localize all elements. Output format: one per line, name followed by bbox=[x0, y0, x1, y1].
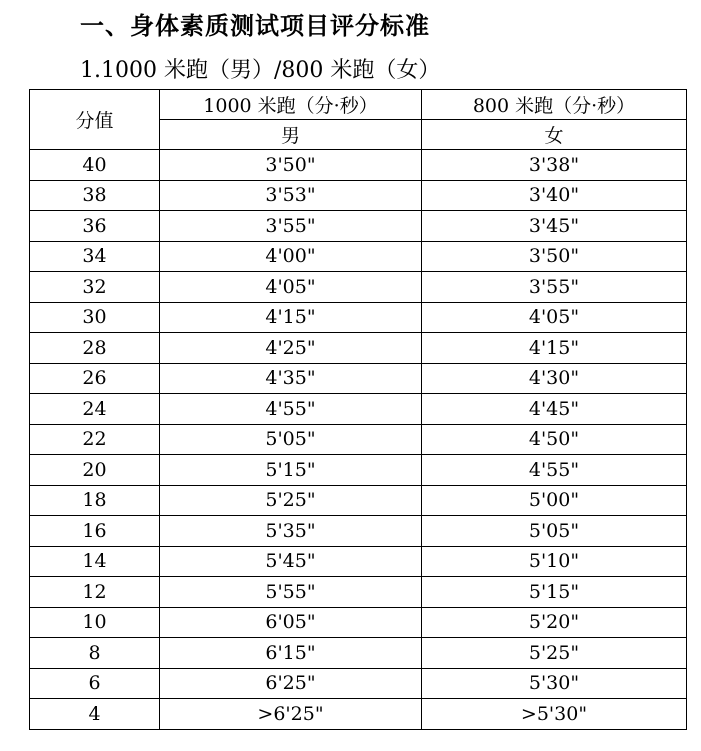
score-cell: 22 bbox=[30, 424, 160, 455]
female-time-cell: >5'30" bbox=[422, 699, 687, 730]
female-label: 女 bbox=[422, 120, 687, 150]
male-time-cell: 6'15" bbox=[160, 638, 422, 669]
table-row bbox=[30, 424, 687, 455]
score-cell: 34 bbox=[30, 241, 160, 272]
male-time-cell: 4'55" bbox=[160, 394, 422, 425]
male-time-cell: 5'55" bbox=[160, 577, 422, 608]
score-cell: 30 bbox=[30, 302, 160, 333]
table-row bbox=[30, 241, 687, 272]
score-cell: 24 bbox=[30, 394, 160, 425]
table-row bbox=[30, 150, 687, 181]
female-time-cell: 4'45" bbox=[422, 394, 687, 425]
table-row bbox=[30, 363, 687, 394]
female-time-cell: 4'50" bbox=[422, 424, 687, 455]
score-cell: 16 bbox=[30, 516, 160, 547]
score-cell: 20 bbox=[30, 455, 160, 486]
female-event-header: 800 米跑（分·秒） bbox=[422, 90, 687, 120]
female-time-cell: 5'05" bbox=[422, 516, 687, 547]
score-cell: 32 bbox=[30, 272, 160, 303]
male-time-cell: 4'35" bbox=[160, 363, 422, 394]
female-time-cell: 3'38" bbox=[422, 150, 687, 181]
female-time-cell: 5'25" bbox=[422, 638, 687, 669]
male-time-cell: 4'25" bbox=[160, 333, 422, 364]
table-body bbox=[30, 150, 687, 730]
table-row bbox=[30, 485, 687, 516]
female-time-cell: 5'20" bbox=[422, 607, 687, 638]
table-subheading: 1.1000 米跑（男）/800 米跑（女） bbox=[80, 58, 441, 83]
female-time-cell: 3'40" bbox=[422, 180, 687, 211]
score-cell: 6 bbox=[30, 668, 160, 699]
table-row bbox=[30, 699, 687, 730]
male-time-cell: 5'25" bbox=[160, 485, 422, 516]
male-event-header: 1000 米跑（分·秒） bbox=[160, 90, 422, 120]
male-time-cell: 3'55" bbox=[160, 211, 422, 242]
score-cell: 26 bbox=[30, 363, 160, 394]
table-row bbox=[30, 668, 687, 699]
table-row bbox=[30, 180, 687, 211]
table-row bbox=[30, 211, 687, 242]
header-row-events bbox=[30, 90, 687, 120]
section-heading: 一、身体素质测试项目评分标准 bbox=[80, 12, 430, 40]
female-time-cell: 3'50" bbox=[422, 241, 687, 272]
score-cell: 12 bbox=[30, 577, 160, 608]
table-row bbox=[30, 455, 687, 486]
male-time-cell: 4'05" bbox=[160, 272, 422, 303]
female-time-cell: 5'15" bbox=[422, 577, 687, 608]
female-time-cell: 4'55" bbox=[422, 455, 687, 486]
score-cell: 40 bbox=[30, 150, 160, 181]
male-time-cell: 3'53" bbox=[160, 180, 422, 211]
score-cell: 18 bbox=[30, 485, 160, 516]
table-row bbox=[30, 394, 687, 425]
score-column-header: 分值 bbox=[30, 90, 160, 150]
score-cell: 28 bbox=[30, 333, 160, 364]
score-cell: 4 bbox=[30, 699, 160, 730]
score-cell: 14 bbox=[30, 546, 160, 577]
male-time-cell: 6'05" bbox=[160, 607, 422, 638]
table-header bbox=[30, 90, 687, 150]
table-row bbox=[30, 302, 687, 333]
male-time-cell: 5'05" bbox=[160, 424, 422, 455]
score-cell: 8 bbox=[30, 638, 160, 669]
score-table bbox=[29, 89, 687, 730]
score-cell: 38 bbox=[30, 180, 160, 211]
table-row bbox=[30, 546, 687, 577]
score-cell: 10 bbox=[30, 607, 160, 638]
table-row bbox=[30, 516, 687, 547]
male-time-cell: 6'25" bbox=[160, 668, 422, 699]
male-time-cell: 5'15" bbox=[160, 455, 422, 486]
female-time-cell: 4'05" bbox=[422, 302, 687, 333]
female-time-cell: 3'55" bbox=[422, 272, 687, 303]
table-row bbox=[30, 272, 687, 303]
male-time-cell: 4'00" bbox=[160, 241, 422, 272]
male-time-cell: 3'50" bbox=[160, 150, 422, 181]
female-time-cell: 5'10" bbox=[422, 546, 687, 577]
male-time-cell: >6'25" bbox=[160, 699, 422, 730]
score-cell: 36 bbox=[30, 211, 160, 242]
male-time-cell: 5'45" bbox=[160, 546, 422, 577]
female-time-cell: 4'15" bbox=[422, 333, 687, 364]
male-time-cell: 5'35" bbox=[160, 516, 422, 547]
table-row bbox=[30, 333, 687, 364]
table-row bbox=[30, 577, 687, 608]
female-time-cell: 3'45" bbox=[422, 211, 687, 242]
female-time-cell: 4'30" bbox=[422, 363, 687, 394]
table-row bbox=[30, 607, 687, 638]
female-time-cell: 5'30" bbox=[422, 668, 687, 699]
male-label: 男 bbox=[160, 120, 422, 150]
table-row bbox=[30, 638, 687, 669]
female-time-cell: 5'00" bbox=[422, 485, 687, 516]
male-time-cell: 4'15" bbox=[160, 302, 422, 333]
